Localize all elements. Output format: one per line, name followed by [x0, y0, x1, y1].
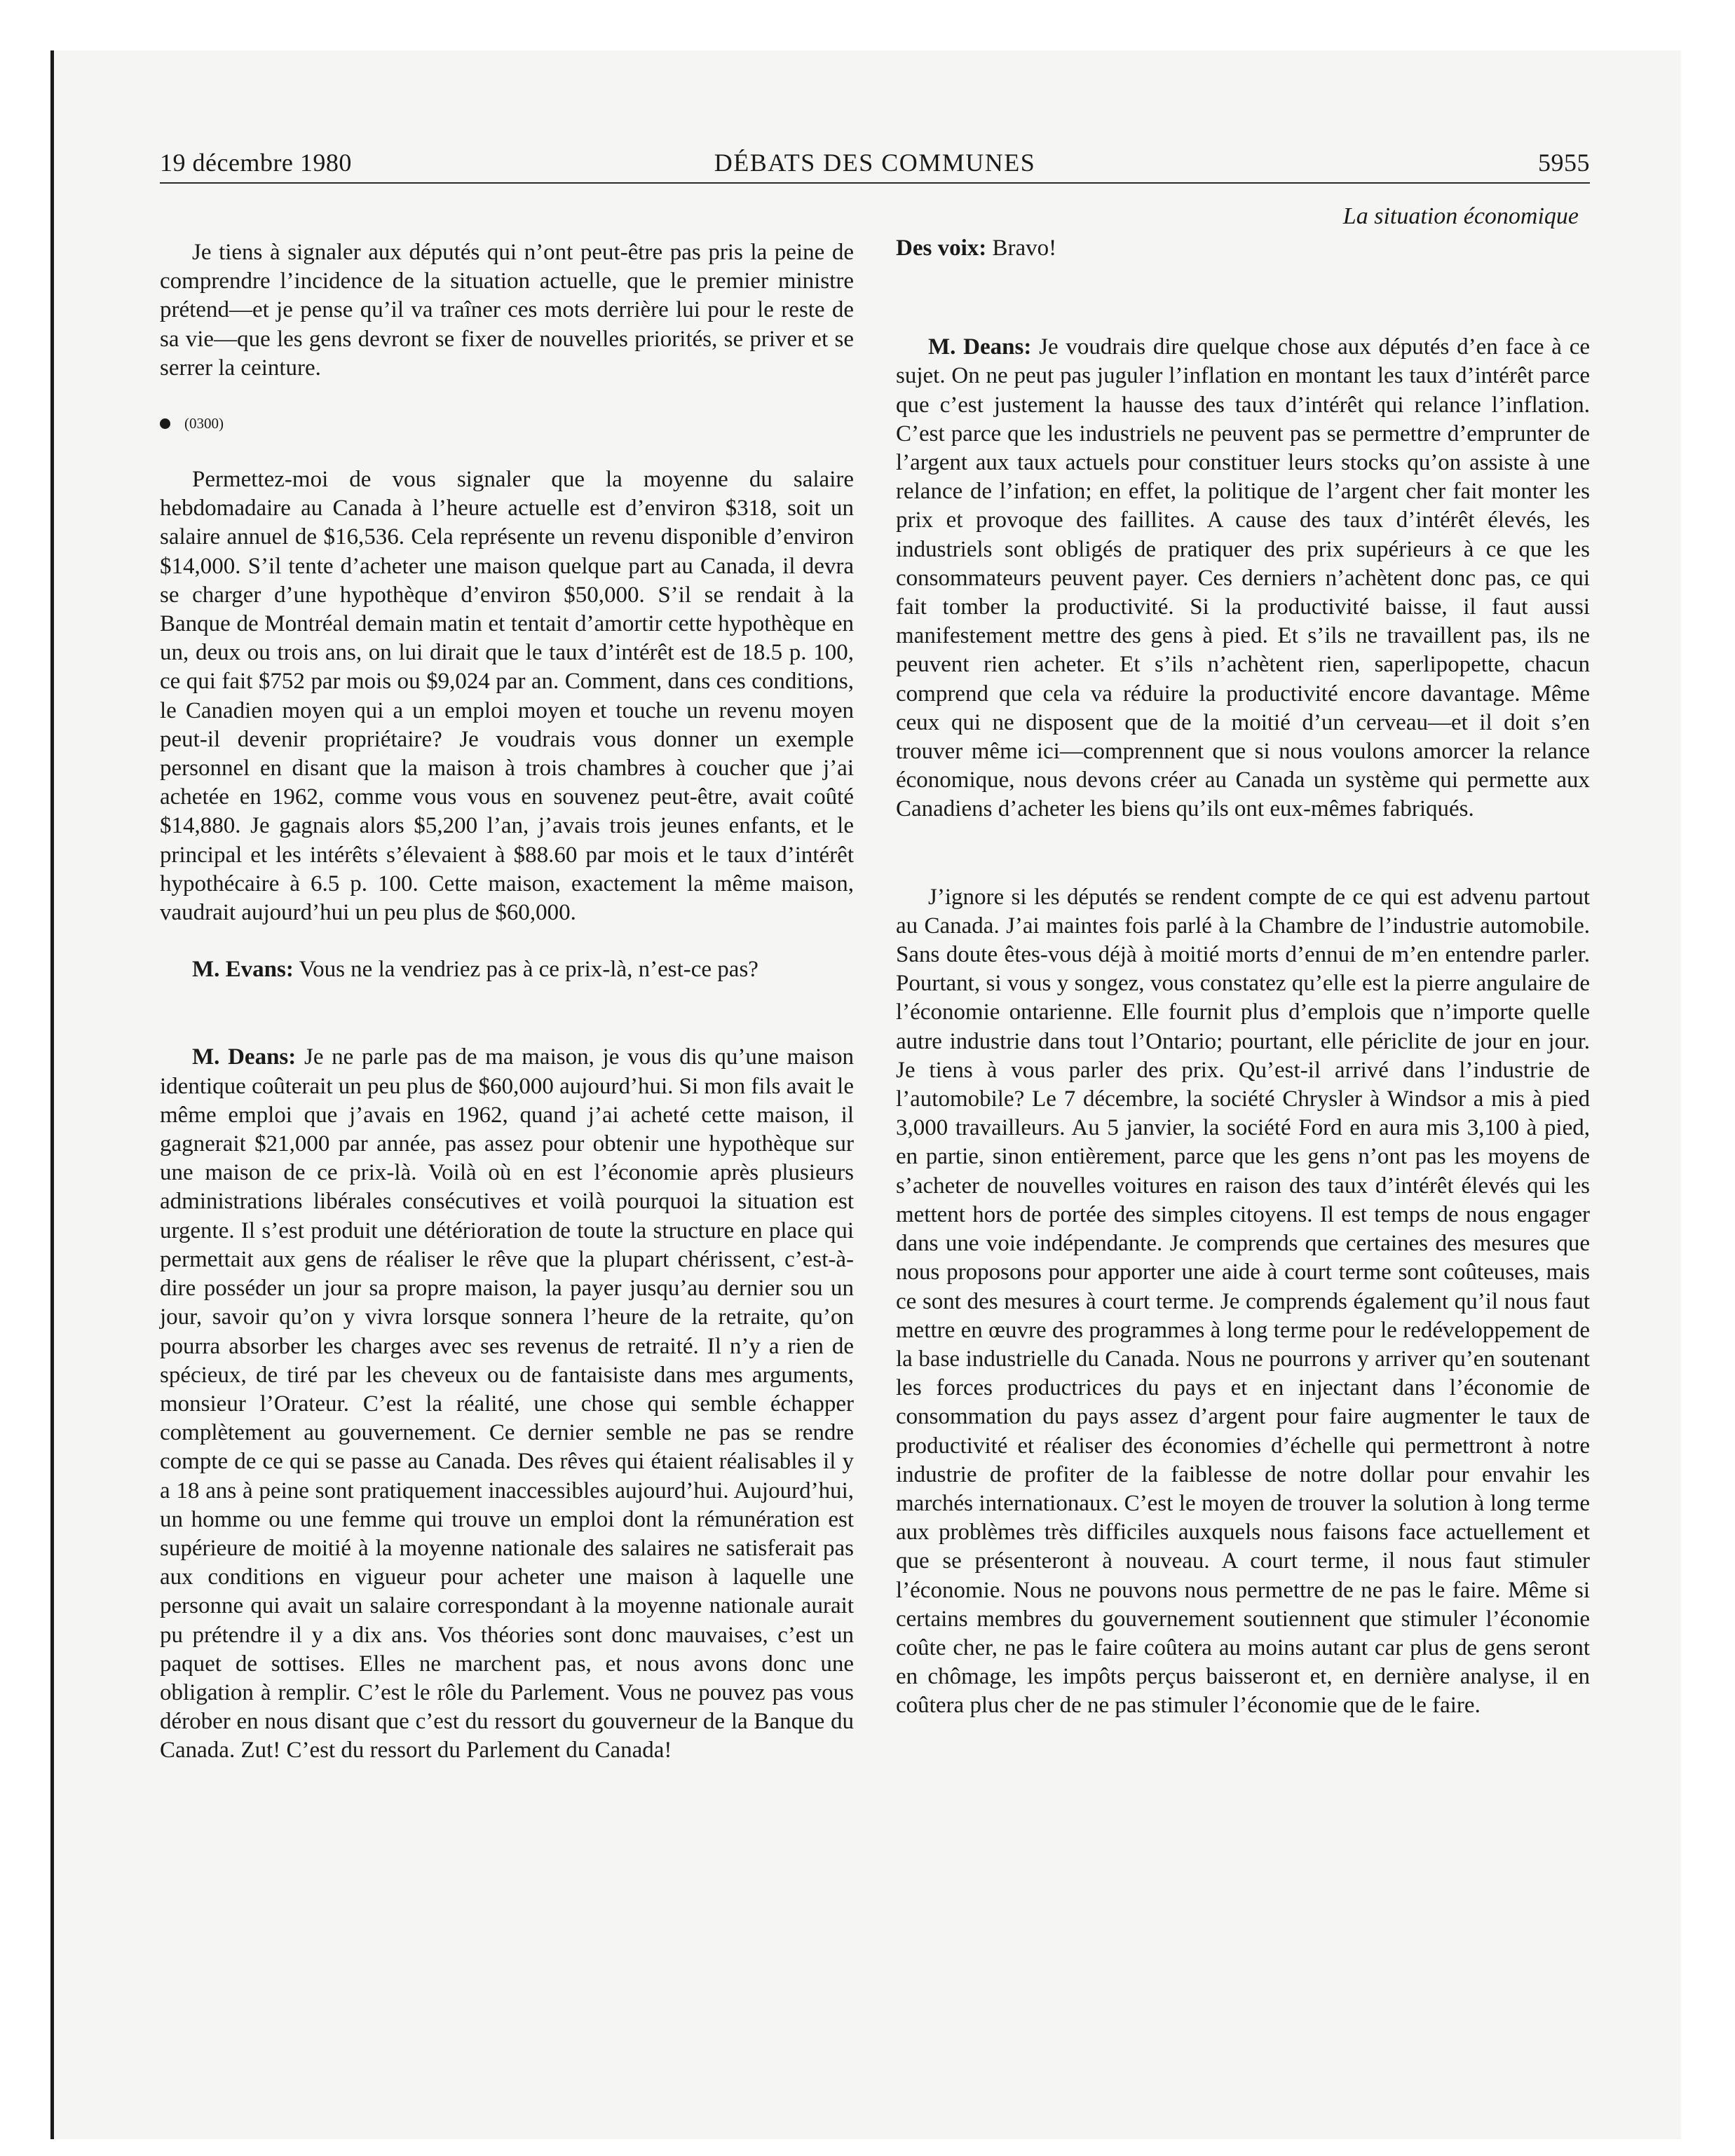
paragraph-automobile: J’ignore si les députés se rendent compte de ce qui est advenu partout au Canada. J’ai maintes fois parlé à la Chambre de l’industrie automobile. Sans doute êtes-vous déjà à moitié morts d’ennui de m’en entendre parler. Pourtant, si vous y songez, vous constatez qu’elle est la pierre angulaire de l’économie ontarienne. Elle fournit plus d’emplois que n’importe quelle autre industrie dans tout l’Ontario; pourtant, elle périclite de jour en jour. Je tiens à vous parler des prix. Qu’est-il arrivé dans l’industrie de l’automobile? Le 7 décembre, la société Chrysler à Windsor a mis à pied 3,000 travailleurs. Au 5 janvier, la société Ford en aura mis 3,100 à pied, en partie, sinon entièrement, parce que les gens n’ont pas les moyens de s’acheter de nouvelles voitures en raison des taux d’intérêt élevés qui les mettent hors de portée des simples citoyens. Il est temps de nous engager dans une voie indépendante. Je comprends que certaines des mesures que nous proposons pour apporter une aide à court terme sont coûteuses, mais ce sont des mesures à court terme. Je comprends également qu’il nous faut mettre en œuvre des programmes à long terme pour le redéveloppement de la base industrielle du Canada. Nous ne pourrons y arriver qu’en soutenant les forces productrices du pays et en injectant dans l’économie de consommation du pays assez d’argent pour faire augmenter le taux de productivité et réaliser des économies d’échelle qui permettront à notre industrie de profiter de la faiblesse de notre dollar pour envahir les marchés internationaux. C’est le moyen de trouver la solution à long terme aux problèmes très difficiles auxquels nous faisons face actuellement et que se présenteront à nouveau. A court terme, il nous faut stimuler l’économie. Nous ne pouvons nous permettre de ne pas le faire. Même si certains membres du gouvernement soutiennent que stimuler l’économie coûte cher, ne pas le faire coûtera au moins autant car plus de gens seront en chômage, les impôts perçus baisseront et, en dernière analyse, il en coûtera plus cher de ne pas stimuler l’économie que de le faire. — [896, 884, 1590, 1719]
paragraph-salaire: Permettez-moi de vous signaler que la moyenne du salaire hebdomadaire au Canada à l’heure actuelle est d’environ $318, soit un salaire annuel de $16,536. Cela représente un revenu disponible d’environ $14,000. S’il tente d’acheter une maison quelque part au Canada, il devra se charger d’une hypothèque d’environ $50,000. S’il se rendait à la Banque de Montréal demain matin et tentait d’amortir cette hypothèque en un, deux ou trois ans, on lui dirait que le taux d’intérêt est de 18.5 p. 100, ce qui fait $752 par mois ou $9,024 par an. Comment, dans ces conditions, le Canadien moyen qui a un emploi moyen et touche un revenu moyen peut-il devenir propriétaire? Je voudrais vous donner un exemple personnel en disant que la maison à trois chambres à coucher que j’ai achetée en 1962, comme vous vous en souvenez peut-être, avait coûté $14,880. Je gagnais alors $5,200 l’an, j’avais trois jeunes enfants, et le principal et les intérêts s’élevaient à $88.60 par mois et le taux d’intérêt hypothécaire à 6.5 p. 100. Cette maison, exactement la même maison, vaudrait aujourd’hui un peu plus de $60,000. — [160, 467, 854, 926]
paragraph-evans — [160, 955, 854, 984]
deans-remark: Je ne parle pas de ma maison, je vous dis qu’une maison identique coûterait un peu plus de $60,000 aujourd’hui. Si mon fils avait le même emploi que j’avais en 1962, quand j’ai acheté cette maison, il gagnerait $21,000 par année, pas assez pour obtenir une hypothèque sur une maison de ce prix-là. Voilà où en est l’économie après plusieurs administrations libérales consécutives et voilà pourquoi la situation est urgente. Il s’est produit une détérioration de toute la structure en place qui permettait aux gens de réaliser le rêve que la plupart chérissent, c’est-à-dire posséder un jour sa propre maison, la payer jusqu’au dernier sou un jour, savoir qu’on y vivra lorsque sonnera l’heure de la retraite, qu’on pourra absorber les charges avec ses revenus de retraité. Il n’y a rien de spécieux, de tiré par les cheveux ou de fantaisiste dans mes arguments, monsieur l’Orateur. C’est la réalité, une chose qui semble échapper complètement au gouvernement. Ce dernier semble ne pas se rendre compte de ce qui se passe au Canada. Des rêves qui étaient réalisables il y a 18 ans à peine sont pratiquement inaccessibles aujourd’hui. Aujourd’hui, un homme ou une femme qui trouve un emploi dont la rémunération est supérieure de moitié à la moyenne nationale des salaires ne satisferait pas aux conditions en vigueur pour acheter une maison à laquelle une personne qui avait un salaire correspondant à la moyenne nationale aurait pu prétendre il y a dix ans. Vos théories sont donc mauvaises, c’est un paquet de sottises. Elles ne marchent pas, et nous avons donc une obligation à remplir. C’est le rôle du Parlement. Vous ne pouvez pas vous dérober en nous disant que c’est du ressort du gouverneur de la Banque du Canada. Zut! C’est du ressort du Parlement du Canada! — [160, 1044, 855, 1763]
bullet-dot-icon — [160, 418, 170, 429]
paragraph-ceinture: Je tiens à signaler aux députés qui n’ont peut-être pas pris la peine de comprendre l’incidence de la situation actuelle, que le premier ministre prétend—et je pense qu’il va traîner ces mots derrière lui pour le reste de sa vie—que les gens devront se fixer de nouvelles priorités, se priver et se serrer la ceinture. — [160, 240, 854, 381]
page-number: 5955 — [1538, 149, 1590, 177]
evans-remark: Vous ne la vendriez pas à ce prix-là, n’est-ce pas? — [293, 957, 758, 983]
paragraph-deans-inflation — [896, 333, 1590, 824]
header-date: 19 décembre 1980 — [160, 149, 352, 177]
right-column — [896, 203, 1590, 1721]
header-title: DÉBATS DES COMMUNES — [714, 149, 1036, 177]
time-marker — [160, 409, 854, 437]
binding-edge — [50, 50, 54, 2139]
time-marker-label: (0300) — [184, 415, 224, 432]
deans-inflation-remark: Je voudrais dire quelque chose aux députés d’en face à ce sujet. On ne peut pas juguler l’inflation en montant les taux d’intérêt parce que c’est justement la hausse des taux d’intérêt qui relance l’inflation. C’est parce que les industriels ne peuvent pas se permettre d’emprunter de l’argent aux taux actuels pour constituer leurs stocks qu’on assiste à une relance de l’infation; en effet, la politique de l’argent cher fait monter les prix et provoque des faillites. A cause des taux d’intérêt élevés, les industriels sont obligés de pratiquer des prix supérieurs à ce que les consommateurs peuvent payer. Ces derniers n’achètent donc pas, ce qui fait tomber la productivité. Si la productivité baisse, il faut aussi manifestement mettre des gens à pied. Et s’ils ne travaillent pas, ils ne peuvent rien acheter. Et s’ils n’achètent rien, saperlipopette, chacun comprend que cela va réduire la productivité encore davantage. Même ceux qui ne disposent que de la moitié d’un cerveau—et il doit s’en trouver même ici—comprennent que si nous voulons amorcer la relance économique, nous devons créer au Canada un système qui permette aux Canadiens d’acheter les biens qu’ils ont eux-mêmes fabriqués. — [896, 334, 1591, 822]
speaker-evans: M. Evans: — [192, 957, 294, 983]
page-header — [160, 143, 1590, 184]
paragraph-voices — [896, 234, 1590, 263]
speaker-deans-right: M. Deans: — [928, 334, 1032, 360]
voices-remark: Bravo! — [986, 236, 1057, 261]
running-head: La situation économique — [1342, 203, 1579, 229]
speaker-deans: M. Deans: — [192, 1044, 297, 1070]
paragraph-deans-maison — [160, 1043, 854, 1765]
left-column — [160, 203, 854, 1766]
speaker-voices: Des voix: — [896, 236, 987, 261]
